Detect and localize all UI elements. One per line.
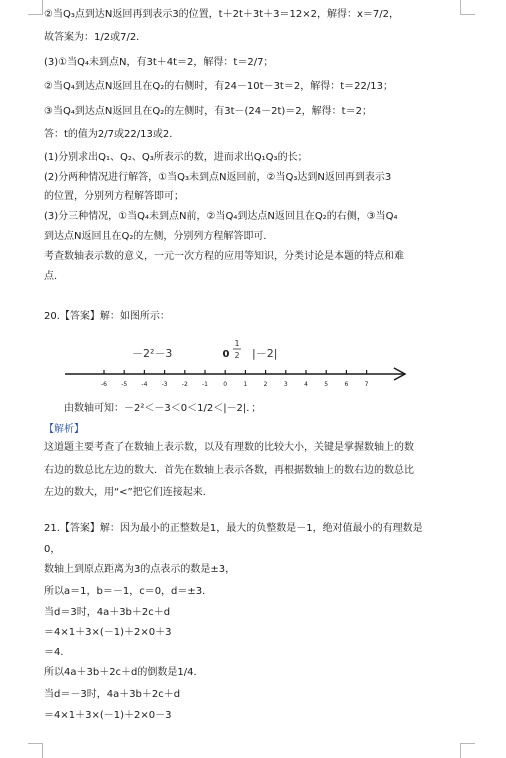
axis-label-half-num: 1 [234, 339, 240, 348]
text-line: (2)分两种情况进行解答，①当Q₃未到点N返回前，②当Q₃达到N返回再到表示3 [44, 172, 392, 183]
axis-ticks [101, 370, 369, 388]
corner-mark-bottom-left [28, 743, 43, 758]
tick-label: 6 [344, 381, 349, 388]
question-20-header: 20.【答案】解：如图所示： [44, 311, 170, 322]
text-line: 数轴上到原点距离为3的点表示的数是±3， [44, 564, 236, 575]
text-line: 所以a＝1，b＝－1，c＝0，d＝±3． [44, 586, 213, 597]
explanation-line: 这道题主要考查了在数轴上表示数，以及有理数的比较大小，关键是掌握数轴上的数 [44, 442, 414, 453]
number-line-figure [60, 334, 410, 392]
text-line: 故答案为：1/2或7/2． [44, 32, 147, 43]
text-line: 当d＝－3时，4a＋3b＋2c＋d [44, 689, 181, 700]
text-line: ＝4． [44, 647, 71, 658]
question-20-result: 由数轴可知：－2²＜－3＜0＜1/2＜|－2|．； [64, 403, 262, 414]
text-line: 所以4a＋3b＋2c＋d的倒数是1/4． [44, 667, 204, 678]
text-line: 0， [44, 544, 61, 555]
text-line: ＝4×1＋3×(－1)＋2×0－3 [44, 710, 172, 721]
text-line: ＝4×1＋3×(－1)＋2×0＋3 [44, 627, 172, 638]
tick-label: -3 [161, 381, 168, 388]
axis-label-neg: －2²－3 [132, 347, 173, 360]
corner-mark-bottom-right [460, 743, 475, 758]
text-line: 考查数轴表示数的意义，一元一次方程的应用等知识，分类讨论是本题的特点和难 [44, 251, 404, 262]
tick-label: 2 [263, 381, 268, 388]
explanation-line: 左边的数大，用“<”把它们连接起来． [44, 487, 213, 498]
corner-mark-top-left [28, 0, 43, 15]
tick-label: -1 [202, 381, 208, 388]
tick-label: -6 [101, 381, 107, 388]
text-line: ②当Q₃点到达N返回再到表示3的位置，t＋2t＋3t＋3＝12×2，解得：x＝7/2， [44, 9, 400, 20]
tick-label: 1 [243, 381, 248, 388]
question-21-header: 21.【答案】解：因为最小的正整数是1，最大的负整数是－1，绝对值最小的有理数是 [44, 523, 423, 534]
text-line: (3)①当Q₄未到点N，有3t＋4t＝2，解得：t＝2/7； [44, 57, 274, 68]
tick-label: -5 [121, 381, 128, 388]
tick-label: 3 [283, 381, 288, 388]
text-line: 答：t的值为2/7或22/13或2． [44, 129, 180, 140]
tick-label: 7 [364, 381, 369, 388]
text-line: ②当Q₄到达点N返回且在Q₂的右侧时，有24－10t－3t＝2，解得：t＝22/13； [44, 81, 393, 92]
tick-label: 0 [223, 381, 228, 388]
axis-label-half-den: 2 [234, 351, 240, 360]
explanation-line: 右边的数总比左边的数大．首先在数轴上表示各数，再根据数轴上的数右边的数总比 [44, 465, 414, 476]
corner-mark-top-right [460, 0, 475, 15]
analysis-tag: 【解析】 [44, 424, 84, 435]
text-line: 的位置，分别列方程解答即可； [44, 191, 184, 202]
text-line: ③当Q₄到达点N返回且在Q₂的左侧时，有3t－(24－2t)＝2，解得：t＝2； [44, 106, 372, 117]
text-line: 当d＝3时，4a＋3b＋2c＋d [44, 607, 171, 618]
tick-label: -4 [141, 381, 148, 388]
tick-label: 4 [304, 381, 308, 388]
axis-label-abs: |－2| [252, 347, 278, 360]
tick-label: 5 [324, 381, 329, 388]
text-line: (3)分三种情况，①当Q₄未到点N前，②当Q₄到达点N返回且在Q₂的右侧，③当Q₄ [44, 211, 398, 222]
axis-label-zero: 0 [222, 349, 230, 360]
text-line: (1)分别求出Q₁、Q₂、Q₃所表示的数，进而求出Q₁Q₃的长； [44, 152, 308, 163]
tick-label: -2 [181, 381, 188, 388]
text-line: 点． [44, 271, 64, 282]
text-line: 到达点N返回且在Q₂的左侧，分别列方程解答即可． [44, 231, 274, 242]
